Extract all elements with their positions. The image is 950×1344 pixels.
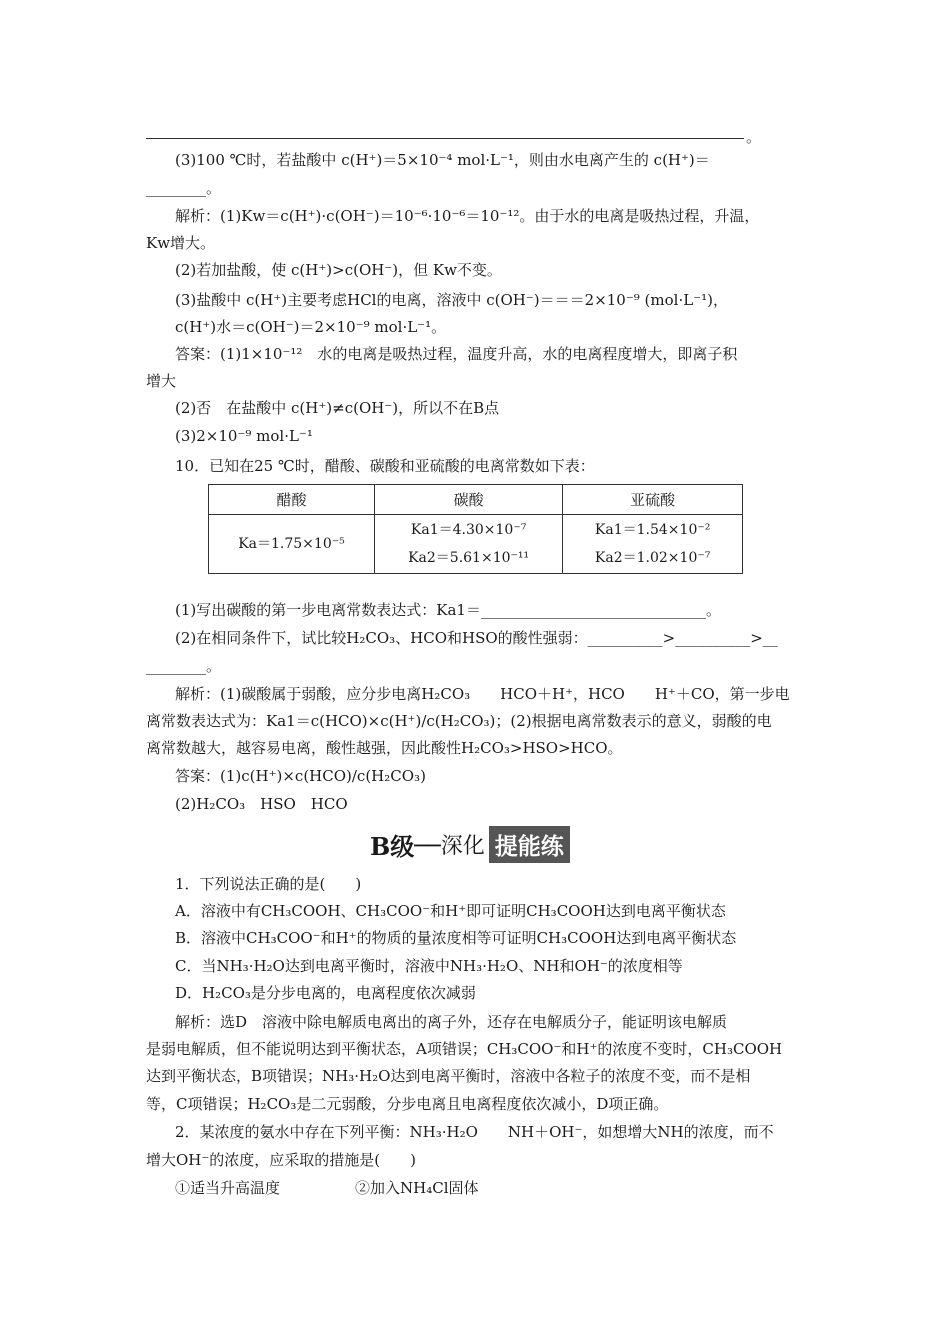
question-10-part-1: (1)写出碳酸的第一步电离常数表达式：Ka1＝______________________________。 xyxy=(175,601,721,619)
answer-line: (3)2×10⁻⁹ mol·L⁻¹ xyxy=(175,427,313,445)
sulfurous-ka1: Ka1＝1.54×10⁻² xyxy=(594,522,711,538)
analysis-line: 解析：选D 溶液中除电解质电离出的离子外，还存在电解质分子，能证明该电解质 xyxy=(175,1013,728,1031)
question-10: 10．已知在25 ℃时，醋酸、碳酸和亚硫酸的电离常数如下表： xyxy=(175,457,595,475)
question-10-part-2-blank: ________。 xyxy=(146,657,222,675)
table-row xyxy=(209,515,743,574)
b-question-2: 2．某浓度的氨水中存在下列平衡：NH₃·H₂O NH＋OH⁻，如想增大NH的浓度，而不 xyxy=(175,1123,774,1141)
acetic-ka: Ka＝1.75×10⁻⁵ xyxy=(238,536,345,552)
analysis-line: (3)盐酸中 c(H⁺)主要考虑HCl的电离，溶液中 c(OH⁻)＝＝＝2×10⁻⁹ (mol·L⁻¹)， xyxy=(175,291,728,309)
analysis-line: 离常数表达式为：Ka1＝c(HCO)×c(H⁺)/c(H₂CO₃)；(2)根据电离常数表示的意义，弱酸的电 xyxy=(146,712,772,730)
answer-line: 增大 xyxy=(146,372,177,390)
answer-line: 答案：(1)1×10⁻¹² 水的电离是吸热过程，温度升高，水的电离程度增大，即离子积 xyxy=(175,345,738,363)
acetic-ka-cell xyxy=(209,515,375,574)
answer-line: (2)否 在盐酸中 c(H⁺)≠c(OH⁻)，所以不在B点 xyxy=(175,399,500,417)
section-banner xyxy=(370,826,570,860)
question-3: (3)100 ℃时，若盐酸中 c(H⁺)＝5×10⁻⁴ mol·L⁻¹，则由水电离产生的 c(H⁺)＝ xyxy=(175,151,710,169)
answer-blank-line xyxy=(146,138,744,139)
option-a: A．溶液中有CH₃COOH、CH₃COO⁻和H⁺即可证明CH₃COOH达到电离平衡状态 xyxy=(175,902,726,920)
option-d: D．H₂CO₃是分步电离的，电离程度依次减弱 xyxy=(175,984,476,1002)
carbonic-ka1: Ka1＝4.30×10⁻⁷ xyxy=(410,522,527,538)
answer-line: 答案：(1)c(H⁺)×c(HCO)/c(H₂CO₃) xyxy=(175,767,426,785)
b-question-1: 1．下列说法正确的是( ) xyxy=(175,875,362,893)
banner-box: 提能练 xyxy=(489,826,570,863)
analysis-line: Kw增大。 xyxy=(146,234,216,252)
header-acetic-acid: 醋酸 xyxy=(209,485,375,515)
option-b: B．溶液中CH₃COO⁻和H⁺的物质的量浓度相等可证明CH₃COOH达到电离平衡状态 xyxy=(175,929,737,947)
b-question-2-cont: 增大OH⁻的浓度，应采取的措施是( ) xyxy=(146,1151,417,1169)
analysis-line: 等，C项错误；H₂CO₃是二元弱酸，分步电离且电离程度依次减小，D项正确。 xyxy=(146,1095,669,1113)
option-c: C．当NH₃·H₂O达到电离平衡时，溶液中NH₃·H₂O、NH和OH⁻的浓度相等 xyxy=(175,957,683,975)
carbonic-ka-cell xyxy=(374,515,562,574)
analysis-line: (2)若加盐酸，使 c(H⁺)>c(OH⁻)，但 Kw不变。 xyxy=(175,261,502,279)
banner-subtitle: ──深化 xyxy=(414,834,485,859)
question-10-part-2: (2)在相同条件下，试比较H₂CO₃、HCO和HSO的酸性强弱：__________>__________>__ xyxy=(175,629,778,647)
period-mark: 。 xyxy=(746,128,762,146)
table-header-row xyxy=(209,485,743,515)
ionization-constants-table xyxy=(208,484,743,574)
analysis-line: 离常数越大，越容易电离，酸性越强，因此酸性H₂CO₃>HSO>HCO。 xyxy=(146,739,623,757)
b-question-2-options: ①适当升高温度 ②加入NH₄Cl固体 xyxy=(175,1179,479,1197)
analysis-line: 达到平衡状态，B项错误；NH₃·H₂O达到电离平衡时，溶液中各粒子的浓度不变，而不是相 xyxy=(146,1067,751,1085)
analysis-line: 解析：(1)碳酸属于弱酸，应分步电离H₂CO₃ HCO＋H⁺，HCO H⁺＋CO，第一步电 xyxy=(175,685,790,703)
analysis-line: 解析：(1)Kw＝c(H⁺)·c(OH⁻)＝10⁻⁶·10⁻⁶＝10⁻¹²。由于水的电离是吸热过程，升温， xyxy=(175,207,760,225)
answer-line: (2)H₂CO₃ HSO HCO xyxy=(175,795,348,813)
sulfurous-ka-cell xyxy=(563,515,743,574)
question-3-blank: ________。 xyxy=(146,179,222,197)
sulfurous-ka2: Ka2＝1.02×10⁻⁷ xyxy=(594,550,711,566)
header-sulfurous-acid: 亚硫酸 xyxy=(563,485,743,515)
analysis-line: 是弱电解质，但不能说明达到平衡状态，A项错误；CH₃COO⁻和H⁺的浓度不变时，CH₃COOH xyxy=(146,1040,783,1058)
header-carbonic-acid: 碳酸 xyxy=(374,485,562,515)
banner-level: B级 xyxy=(370,832,415,861)
analysis-line: c(H⁺)水＝c(OH⁻)＝2×10⁻⁹ mol·L⁻¹。 xyxy=(175,318,447,336)
carbonic-ka2: Ka2＝5.61×10⁻¹¹ xyxy=(408,550,530,566)
